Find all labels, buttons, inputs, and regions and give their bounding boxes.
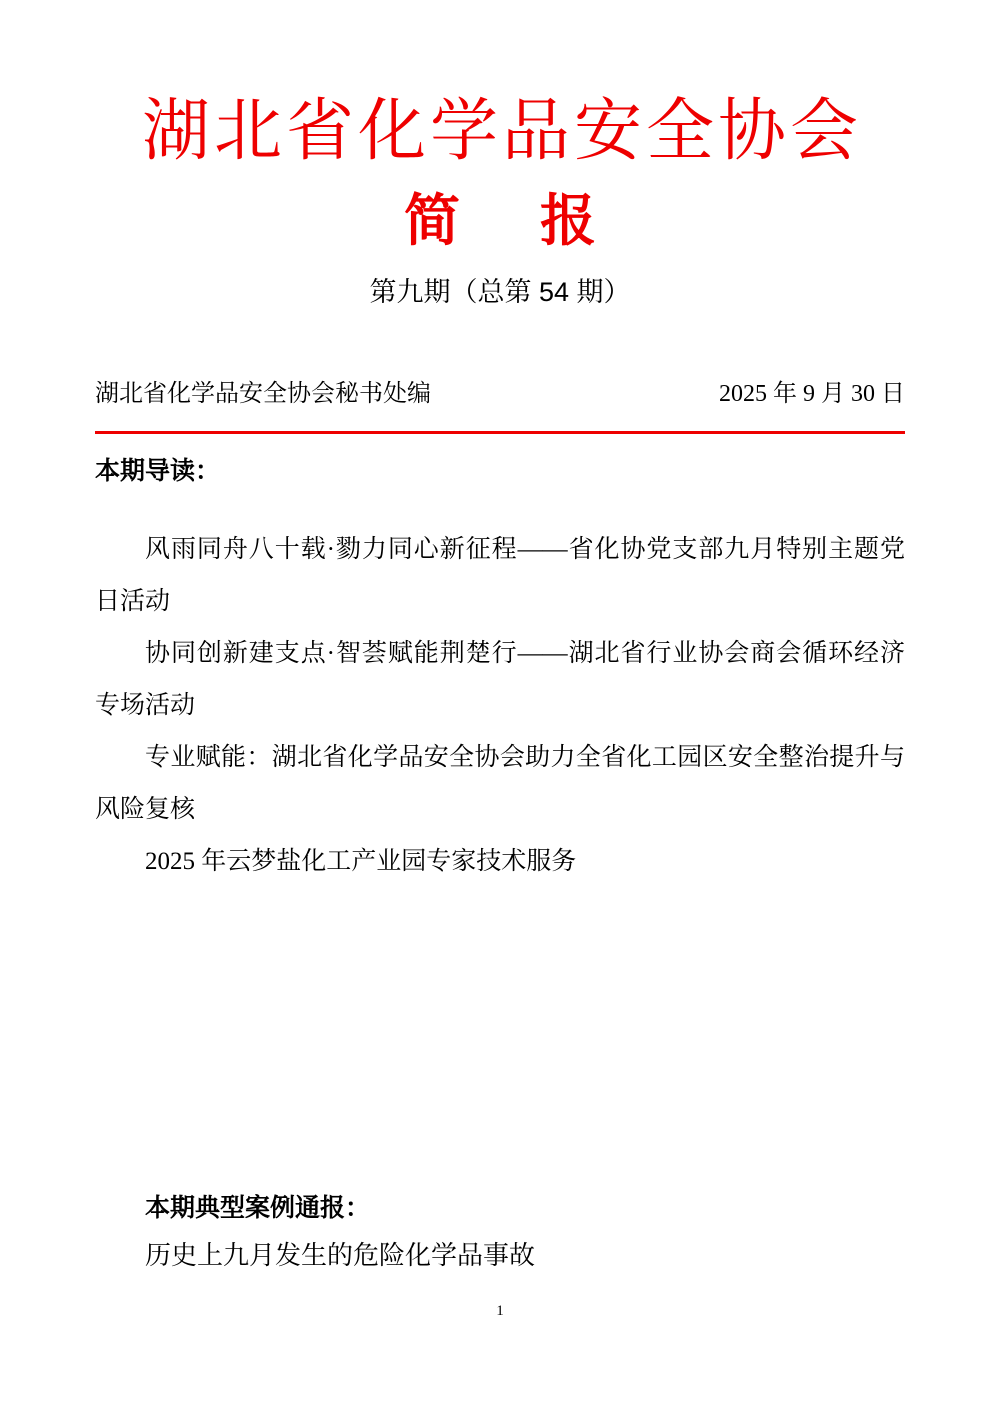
bulletin-title: 简 报: [404, 191, 608, 253]
digest-heading: 本期导读：: [95, 457, 221, 485]
digest-item: [95, 732, 905, 836]
digest-item-line: 风险复核: [95, 796, 196, 823]
org-title: 湖北省化学品安全协会: [141, 93, 862, 169]
meta-row: [95, 376, 905, 412]
digest-item: [95, 524, 905, 628]
editor-line: 湖北省化学品安全协会秘书处编: [95, 381, 431, 407]
page-number: 1: [496, 1303, 504, 1319]
digest-body: [95, 524, 905, 888]
digest-item-line: 日活动: [95, 588, 171, 615]
red-divider-rule: [95, 431, 905, 434]
case-report-item: 历史上九月发生的危险化学品事故: [145, 1241, 536, 1270]
case-report-heading: 本期典型案例通报：: [145, 1194, 371, 1222]
digest-item: [95, 628, 905, 732]
digest-item-line: 专场活动: [95, 692, 196, 719]
issue-line: 第九期（总第 54 期）: [369, 277, 631, 307]
issue-date: 2025 年 9 月 30 日: [719, 381, 905, 407]
digest-item: [95, 836, 905, 888]
digest-item-line: 2025 年云梦盐化工产业园专家技术服务: [145, 848, 577, 875]
digest-item-line: 专业赋能：湖北省化学品安全协会助力全省化工园区安全整治提升与: [145, 744, 905, 771]
digest-item-line: 协同创新建支点·智荟赋能荆楚行——湖北省行业协会商会循环经济: [145, 640, 905, 667]
digest-item-line: 风雨同舟八十载·勠力同心新征程——省化协党支部九月特别主题党: [145, 536, 905, 563]
